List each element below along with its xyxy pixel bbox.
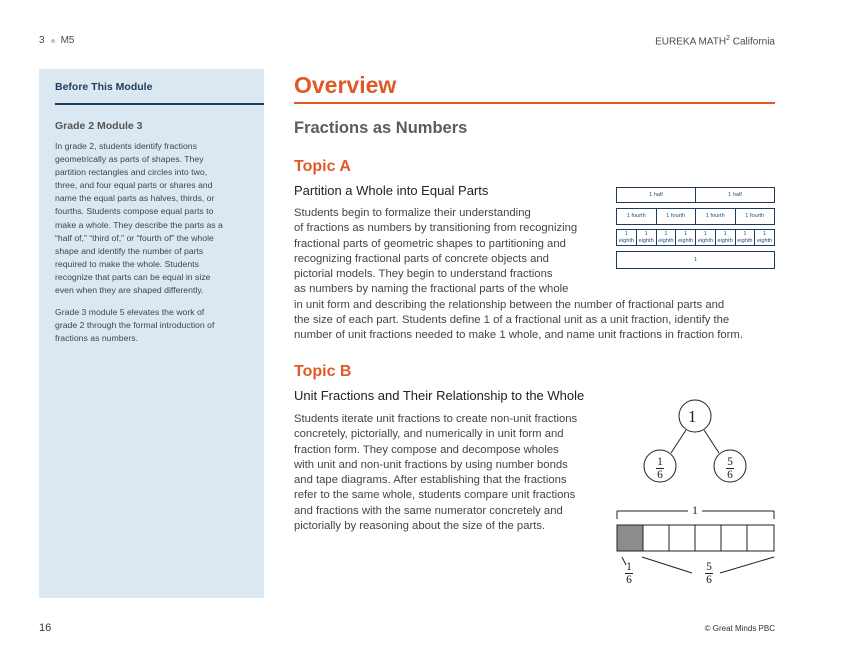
sidebar-paragraph-2 [55, 306, 245, 345]
sidebar-line: required to make the whole. Students [55, 258, 199, 269]
overview-subtitle: Fractions as Numbers [294, 119, 468, 137]
tape-unit [695, 525, 721, 551]
topic-a-title: Partition a Whole into Equal Parts [294, 183, 489, 198]
tape-unit [669, 525, 695, 551]
sidebar-line: shape and identify the number of parts [55, 245, 204, 256]
tape-left-fraction [625, 561, 633, 586]
topic-a-label: Topic A [294, 158, 351, 175]
fraction-strip-whole [616, 251, 775, 269]
topic-a-line: in unit form and describing the relationship between the number of fractional parts and [294, 298, 725, 311]
strip-cell-eighth: 1 eighth [716, 230, 736, 245]
fraction-denominator: 6 [626, 574, 632, 586]
topic-b-body [294, 412, 614, 534]
sidebar-line: fractions as numbers. [55, 333, 139, 344]
bond-right-fraction [726, 456, 734, 481]
sidebar-line: name the equal parts as halves, thirds, or [55, 193, 215, 204]
sidebar-line: three, and four equal parts or shares and [55, 180, 213, 191]
tape-unit [747, 525, 774, 551]
strip-cell-eighth: 1 eighth [736, 230, 756, 245]
strip-cell-eighth: 1 eighth [637, 230, 657, 245]
sidebar-line: recognize that parts can be equal in size [55, 271, 211, 282]
strip-cell-eighth: 1 eighth [617, 230, 637, 245]
grade-number: 3 [39, 35, 45, 46]
topic-a-line: fractional parts of geometric shapes to partitioning and [294, 237, 566, 250]
tape-brace-under-right [720, 557, 774, 573]
topic-b-line: refer to the same whole, students compare unit fractions [294, 489, 576, 502]
overview-rule [294, 102, 775, 104]
strip-cell-half: 1 half [728, 191, 742, 198]
topic-a-line: recognizing fractional parts of concrete objects and [294, 252, 549, 265]
copyright: © Great Minds PBC [704, 624, 775, 633]
sidebar-subtitle: Grade 2 Module 3 [55, 120, 143, 132]
strip-cell-eighth: 1 eighth [696, 230, 716, 245]
sidebar-before-this-module [39, 69, 264, 598]
topic-a-line: pictorial models. They begin to understand fractions [294, 268, 553, 281]
sidebar-paragraph-1 [55, 140, 245, 297]
sidebar-line: even when they are shaped differently. [55, 285, 204, 296]
topic-a-body [294, 206, 775, 344]
fraction-denominator: 6 [657, 469, 663, 481]
fraction-strip-halves [616, 187, 775, 203]
strip-cell-half: 1 half [617, 188, 696, 202]
sidebar-line: geometrically as parts of shapes. They [55, 154, 204, 165]
topic-b-line: Students iterate unit fractions to create non-unit fractions [294, 413, 578, 425]
strip-cell-eighth: 1 eighth [757, 231, 773, 244]
brand-superscript: 2 [726, 35, 730, 42]
strip-cell-fourth: 1 fourth [657, 209, 697, 224]
topic-a-line: number of unit fractions needed to make 1 whole, and name unit fractions in fraction form. [294, 329, 743, 342]
topic-b-label: Topic B [294, 363, 352, 380]
strip-cell-fourth: 1 fourth [696, 209, 736, 224]
running-header-right [655, 35, 775, 47]
topic-b-line: with unit and non-unit fractions by using number bonds [294, 458, 568, 471]
bond-link-right [704, 430, 719, 453]
sidebar-title: Before This Module [55, 81, 153, 93]
bond-link-left [671, 430, 686, 453]
strip-cell-fourth: 1 fourth [617, 209, 657, 224]
strip-cell-eighth: 1 eighth [657, 230, 677, 245]
module-code: M5 [60, 35, 75, 46]
fraction-strip-eighths [616, 229, 775, 246]
brand-name: EUREKA MATH [655, 36, 727, 48]
page-number: 16 [39, 622, 52, 634]
fraction-numerator: 1 [626, 561, 632, 573]
running-header-left [39, 35, 74, 46]
fraction-denominator: 6 [706, 574, 712, 586]
overview-title: Overview [294, 72, 397, 98]
sidebar-line: grade 2 through the formal introduction of [55, 320, 215, 331]
fraction-denominator: 6 [727, 469, 733, 481]
sidebar-line: In grade 2, students identify fractions [55, 141, 197, 151]
sidebar-line: “half of,” “third of,” or “fourth of” the whole [55, 232, 214, 243]
topic-a-line: the size of each part. Students define 1 of a fractional unit as a unit fraction, identify the [294, 314, 730, 327]
topic-a-line: of fractions as numbers by transitioning from recognizing [294, 222, 578, 235]
sidebar-line: Grade 3 module 5 elevates the work of [55, 307, 205, 317]
brand-region: California [732, 36, 775, 48]
strip-cell-fourth: 1 fourth [745, 213, 765, 220]
separator-dot [51, 39, 55, 43]
topic-a-line: Students begin to formalize their understanding [294, 207, 531, 219]
fraction-strip-fourths [616, 208, 775, 225]
tape-unit [721, 525, 747, 551]
sidebar-line: partition rectangles and circles into two, [55, 167, 208, 178]
sidebar-line: make a whole. They describe the parts as a [55, 219, 223, 230]
tape-whole-label: 1 [692, 503, 698, 517]
fraction-numerator: 5 [706, 561, 712, 573]
topic-b-line: concretely, pictorially, and numerically in unit form and [294, 428, 564, 441]
sidebar-divider [55, 103, 264, 105]
strip-cell-eighth: 1 eighth [676, 230, 696, 245]
topic-a-line: as numbers by naming the fractional parts of the whole [294, 283, 569, 296]
bond-whole-label: 1 [688, 407, 697, 426]
tape-unit-shaded [617, 525, 643, 551]
topic-b-title: Unit Fractions and Their Relationship to the Whole [294, 388, 585, 403]
bond-left-fraction [656, 456, 664, 481]
fraction-numerator: 5 [727, 456, 733, 468]
fraction-numerator: 1 [657, 456, 663, 468]
topic-b-line: pictorially by reasoning about the size of the parts. [294, 520, 546, 533]
sidebar-line: fourths. Students compose equal parts to [55, 206, 214, 217]
tape-right-fraction [705, 561, 713, 586]
topic-b-line: fraction form. They compose and decompose wholes [294, 443, 559, 456]
topic-b-line: and fractions with the same numerator concretely and [294, 504, 563, 517]
topic-b-line: and tape diagrams. After establishing that the fractions [294, 474, 567, 487]
strip-cell-whole: 1 [693, 256, 698, 263]
tape-brace-under-left [642, 557, 692, 573]
tape-unit [643, 525, 669, 551]
